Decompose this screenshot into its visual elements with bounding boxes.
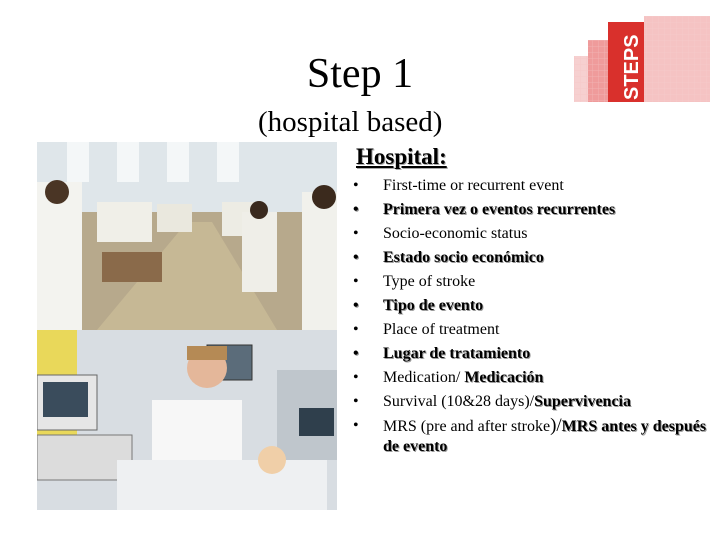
- list-item-text-es: Supervivencia: [534, 393, 631, 410]
- list-item: • Estado socio económico: [352, 246, 712, 270]
- criteria-list: [352, 174, 712, 457]
- logo-text: STEPS: [621, 34, 643, 100]
- icu-photo: [37, 330, 337, 510]
- list-item: • First-time or recurrent event: [352, 174, 712, 198]
- list-item: • Place of treatment: [352, 318, 712, 342]
- list-item: • Lugar de tratamiento: [352, 342, 712, 366]
- list-item: • Primera vez o eventos recurrentes: [352, 198, 712, 222]
- list-item: • Type of stroke: [352, 270, 712, 294]
- hospital-ward-photo: [37, 142, 337, 330]
- list-item-text-en: Medication/: [383, 369, 465, 386]
- page-title: Step 1: [306, 51, 414, 97]
- list-item-text-es: MRS antes y después de evento: [383, 418, 707, 455]
- list-item: • Socio-economic status: [352, 222, 712, 246]
- list-item-text-en: MRS (pre and after stroke: [383, 418, 551, 435]
- list-item-text-es: Medicación: [464, 369, 544, 386]
- list-item: • Tipo de evento: [352, 294, 712, 318]
- list-item-separator: )/: [550, 415, 562, 436]
- list-item: [352, 366, 712, 390]
- section-heading: Hospital:: [356, 144, 447, 169]
- list-item: [352, 416, 712, 457]
- steps-logo: [574, 16, 710, 102]
- page-subtitle: (hospital based): [258, 106, 443, 138]
- list-item: [352, 390, 712, 414]
- list-item-text-en: Survival (10&28 days)/: [383, 393, 535, 410]
